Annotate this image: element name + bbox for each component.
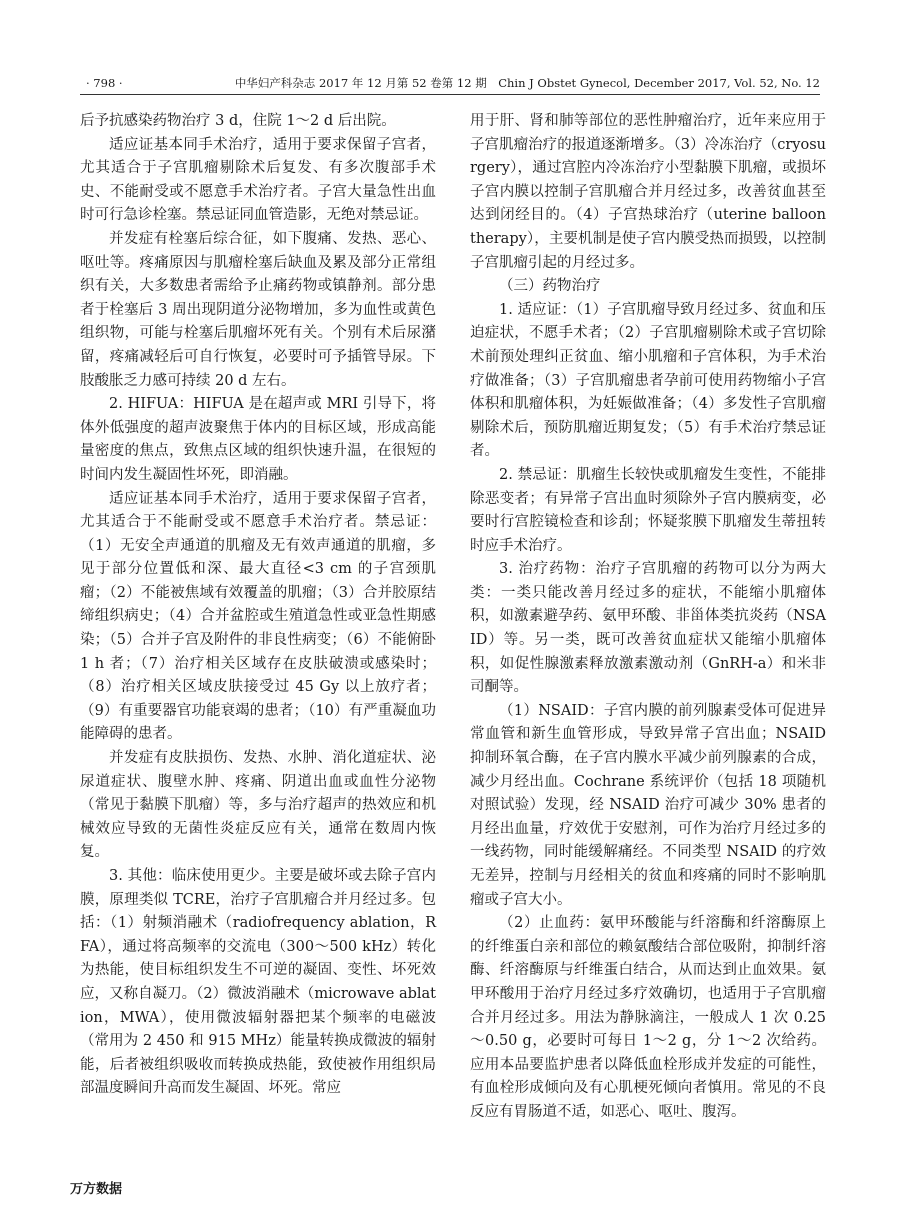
left-column (80, 110, 436, 1101)
paragraph: 2. HIFUA：HIFUA 是在超声或 MRI 引导下，将体外低强度的超声波聚焦于体内的目标区域，形成高能量密度的焦点，致焦点区域的组织快速升温，在很短的时间内发生凝固性坏死，即消融。 (80, 396, 436, 483)
paragraph: 适应证基本同手术治疗，适用于要求保留子宫者，尤其适合于子宫肌瘤剔除术后复发、有多次腹部手术史、不能耐受或不愿意手术治疗者。子宫大量急性出血时可行急诊栓塞。禁忌证同血管造影，无绝对禁忌证。 (80, 136, 436, 224)
paragraph: （1）NSAID：子宫内膜的前列腺素受体可促进异常血管和新生血管形成，导致异常子宫出血；NSAID 抑制环氧合酶，在子宫内膜水平减少前列腺素的合成，减少月经出血。Cochrane 系统评价（包括 18 项随机对照试验）发现，经 NSAID 治疗可减少 30% 患者的月经出血量，疗效优于安慰剂，可作为治疗月经过多的一线药物，同时能缓解痛经。不同类型 NSAID 的疗效无差异，控制与月经相关的贫血和疼痛的同时不影响肌瘤或子宫大小。 (470, 702, 826, 908)
paragraph: 3. 其他：临床使用更少。主要是破坏或去除子宫内膜，原理类似 TCRE，治疗子宫肌瘤合并月经过多。包括：（1）射频消融术（radiofrequency ablation，RFA），通过将高频率的交流电（300～500 kHz）转化为热能，使目标组织发生不可逆的凝固、变性、坏死效应，又称自凝刀。（2）微波消融术（microwave ablation，MWA），使用微波辐射器把某个频率的电磁波（常用为 2 450 和 915 MHz）能量转换成微波的辐射能，后者被组织吸收而转换成热能，致使被作用组织局部温度瞬间升高而发生凝固、坏死。常应 (80, 868, 436, 1097)
page-number: · 798 · (86, 76, 123, 90)
paragraph: 2. 禁忌证：肌瘤生长较快或肌瘤发生变性，不能排除恶变者；有异常子宫出血时须除外子宫内膜病变，必要时行宫腔镜检查和诊刮；怀疑浆膜下肌瘤发生蒂扭转时应手术治疗。 (470, 466, 826, 554)
journal-citation: 中华妇产科杂志 2017 年 12 月第 52 卷第 12 期 Chin J Obstet Gynecol, December 2017, Vol. 52, No. 12 (234, 76, 820, 90)
paragraph: 适应证基本同手术治疗，适用于要求保留子宫者，尤其适合于不能耐受或不愿意手术治疗者。禁忌证：（1）无安全声通道的肌瘤及无有效声通道的肌瘤，多见于部分位置低和深、最大直径<3 cm 的子宫颈肌瘤；（2）不能被焦域有效覆盖的肌瘤；（3）合并胶原结缔组织病史；（4）合并盆腔或生殖道急性或亚急性期感染；（5）合并子宫及附件的非良性病变；（6）不能俯卧 1 h 者；（7）治疗相关区域存在皮肤破溃或感染时；（8）治疗相关区域皮肤接受过 45 Gy 以上放疗者；（9）有重要器官功能衰竭的患者；（10）有严重凝血功能障碍的患者。 (80, 490, 436, 743)
paragraph: 并发症有皮肤损伤、发热、水肿、消化道症状、泌尿道症状、腹壁水肿、疼痛、阴道出血或血性分泌物（常见于黏膜下肌瘤）等，多与治疗超声的热效应和机械效应导致的无菌性炎症反应有关，通常在数周内恢复。 (80, 750, 436, 861)
running-header (80, 72, 820, 95)
paragraph: 3. 治疗药物：治疗子宫肌瘤的药物可以分为两大类：一类只能改善月经过多的症状，不能缩小肌瘤体积，如激素避孕药、氨甲环酸、非甾体类抗炎药（NSAID）等。另一类，既可改善贫血症状又能缩小肌瘤体积，如促性腺激素释放激素激动剂（GnRH-a）和米非司酮等。 (470, 561, 826, 696)
right-column (470, 110, 826, 1125)
paragraph: 1. 适应证：（1）子宫肌瘤导致月经过多、贫血和压迫症状，不愿手术者；（2）子宫肌瘤剔除术或子宫切除术前预处理纠正贫血、缩小肌瘤和子宫体积，为手术治疗做准备；（3）子宫肌瘤患者孕前可使用药物缩小子宫体积和肌瘤体积，为妊娠做准备；（4）多发性子宫肌瘤剔除术后，预防肌瘤近期复发；（5）有手术治疗禁忌证者。 (470, 301, 826, 460)
section-heading: （三）药物治疗 (499, 278, 601, 295)
paragraph: 用于肝、肾和肺等部位的恶性肿瘤治疗，近年来应用于子宫肌瘤治疗的报道逐渐增多。（3）冷冻治疗（cryosurgery），通过宫腔内冷冻治疗小型黏膜下肌瘤，或损坏子宫内膜以控制子宫肌瘤合并月经过多，改善贫血甚至达到闭经目的。（4）子宫热球治疗（uterine balloon therapy），主要机制是使子宫内膜受热而损毁，以控制子宫肌瘤引起的月经过多。 (470, 113, 826, 271)
paragraph: 并发症有栓塞后综合征，如下腹痛、发热、恶心、呕吐等。疼痛原因与肌瘤栓塞后缺血及累及部分正常组织有关，大多数患者需给予止痛药物或镇静剂。部分患者于栓塞后 3 周出现阴道分泌物增加，多为血性或黄色组织物，可能与栓塞后肌瘤坏死有关。个别有术后尿潴留，疼痛减轻后可自行恢复，必要时可予插管导尿。下肢酸胀乏力感可持续 20 d 左右。 (80, 230, 436, 389)
paragraph: 后予抗感染药物治疗 3 d，住院 1～2 d 后出院。 (80, 113, 396, 129)
watermark-text: 万方数据 (70, 1182, 123, 1197)
paragraph: （2）止血药：氨甲环酸能与纤溶酶和纤溶酶原上的纤维蛋白亲和部位的赖氨酸结合部位吸附，抑制纤溶酶、纤溶酶原与纤维蛋白结合，从而达到止血效果。氨甲环酸用于治疗月经过多疗效确切，也适用于子宫肌瘤合并月经过多。用法为静脉滴注，一般成人 1 次 0.25～0.50 g，必要时可每日 1～2 g，分 1～2 次给药。应用本品要监护患者以降低血栓形成并发症的可能性，有血栓形成倾向及有心肌梗死倾向者慎用。常见的不良反应有胃肠道不适，如恶心、呕吐、腹泻。 (470, 915, 826, 1120)
